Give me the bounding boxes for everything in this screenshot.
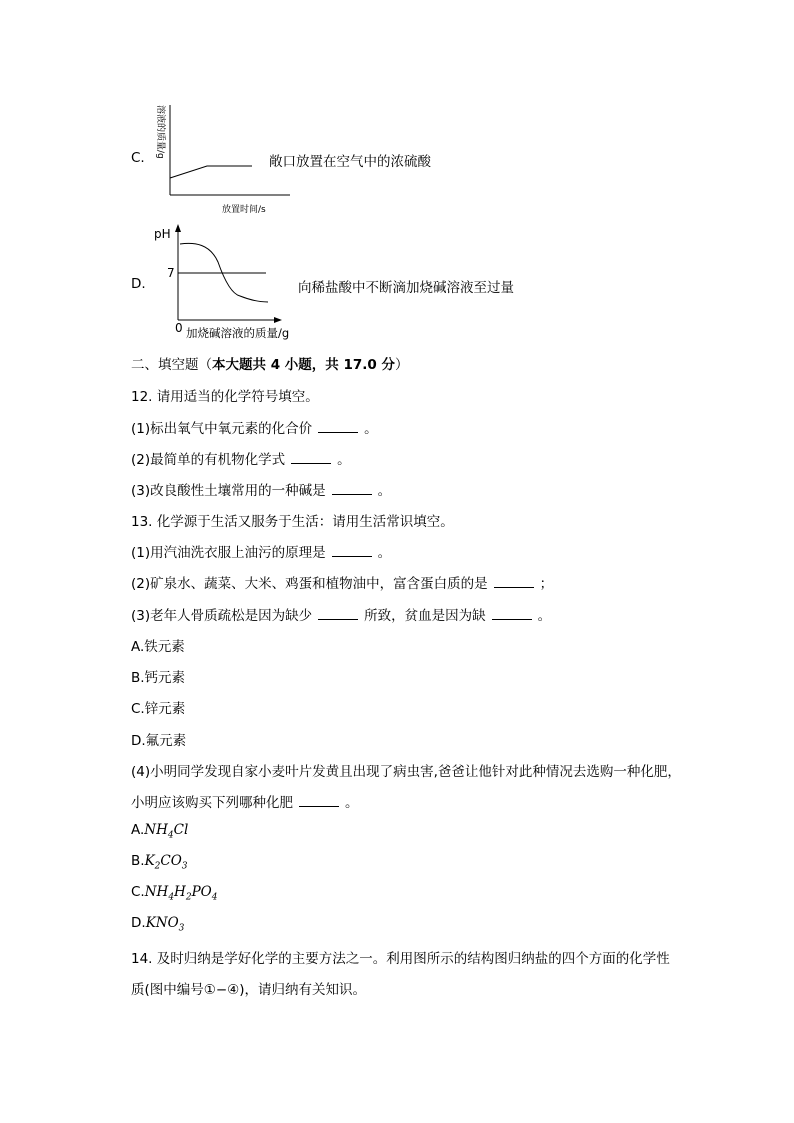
- answer-blank[interactable]: [332, 544, 372, 557]
- q13-option-a: A.铁元素: [131, 639, 185, 655]
- q14-line2: 质(图中编号①−④)，请归纳有关知识。: [131, 982, 367, 998]
- option-d-ref-label: 7: [167, 266, 175, 280]
- answer-blank[interactable]: [494, 575, 534, 588]
- q13-part2-text: (2)矿泉水、蔬菜、大米、鸡蛋和植物油中，富含蛋白质的是: [131, 576, 488, 592]
- q13-part1: [131, 541, 391, 561]
- q13-part3-end: 。: [537, 608, 552, 624]
- section-heading: [131, 353, 409, 373]
- q13-option-b: B.钙元素: [131, 670, 186, 686]
- fertilizer-option-a: [131, 822, 188, 841]
- q14-line1: 14. 及时归纳是学好化学的主要方法之一。利用图所示的结构图归纳盐的四个方面的化学性: [131, 951, 670, 967]
- q12-part1-end: 。: [364, 421, 378, 437]
- answer-blank[interactable]: [291, 451, 331, 464]
- answer-blank[interactable]: [492, 607, 532, 620]
- q13-part3: [131, 604, 551, 624]
- fertilizer-a-letter: A.: [131, 822, 145, 838]
- option-d-x-label: 加烧碱溶液的质量/g: [186, 326, 290, 340]
- q12-part1-text: (1)标出氧气中氧元素的化合价: [131, 421, 313, 437]
- fertilizer-b-letter: B.: [131, 853, 145, 869]
- q12-part2-text: (2)最简单的有机物化学式: [131, 452, 286, 468]
- formula-k2co3: $K_2CO_3$: [144, 853, 188, 872]
- q12-part2: [131, 448, 351, 468]
- option-d-graph: [150, 222, 310, 344]
- option-c-letter: C.: [131, 150, 145, 166]
- q13-part4-line1: (4)小明同学发现自家小麦叶片发黄且出现了病虫害,爸爸让他针对此种情况去选购一种化肥，: [131, 764, 681, 780]
- option-d-letter: D.: [131, 276, 146, 292]
- answer-blank[interactable]: [318, 607, 358, 620]
- answer-blank[interactable]: [299, 794, 339, 807]
- section-title-suffix: ）: [395, 357, 409, 373]
- option-c-x-label: 放置时间/s: [222, 205, 266, 215]
- q12-part3-end: 。: [377, 483, 392, 499]
- option-d-y-label: pH: [154, 227, 171, 241]
- fertilizer-d-letter: D.: [131, 915, 146, 931]
- q13-part2-end: ；: [539, 576, 554, 592]
- q12-part2-end: 。: [337, 452, 351, 468]
- q13-part1-end: 。: [377, 545, 392, 561]
- option-d-description: 向稀盐酸中不断滴加烧碱溶液至过量: [298, 280, 514, 296]
- q13-option-c: C.锌元素: [131, 701, 186, 717]
- formula-nh4h2po4: $NH_4H_2PO_4$: [144, 884, 218, 903]
- option-c-description: 敞口放置在空气中的浓硫酸: [269, 154, 431, 170]
- q12-part3: [131, 479, 391, 499]
- section-title-prefix: 二、填空题（: [131, 357, 212, 373]
- option-c-y-label: 溶液的质量/g: [155, 105, 165, 159]
- q13-stem: 13. 化学源于生活又服务于生活：请用生活常识填空。: [131, 514, 454, 530]
- fertilizer-option-b: [131, 853, 188, 872]
- q13-part4-end: 。: [345, 795, 359, 811]
- answer-blank[interactable]: [318, 420, 358, 433]
- q13-part1-text: (1)用汽油洗衣服上油污的原理是: [131, 545, 326, 561]
- q13-part2: [131, 572, 553, 592]
- q13-option-d: D.氟元素: [131, 733, 187, 749]
- q13-part3-text-a: (3)老年人骨质疏松是因为缺少: [131, 608, 313, 624]
- q13-part4-line2: [131, 791, 359, 811]
- q12-part1: [131, 417, 378, 437]
- formula-nh4cl: $NH_4Cl$: [144, 822, 189, 841]
- answer-blank[interactable]: [332, 482, 372, 495]
- option-d-origin-label: 0: [175, 321, 183, 335]
- q13-part3-text-b: 所致，贫血是因为缺: [364, 608, 486, 624]
- fertilizer-option-d: [131, 915, 184, 934]
- fertilizer-option-c: [131, 884, 217, 903]
- fertilizer-c-letter: C.: [131, 884, 145, 900]
- formula-kno3: $KNO_3$: [145, 915, 185, 934]
- q13-part4-text: 小明应该购买下列哪种化肥: [131, 795, 293, 811]
- q12-part3-text: (3)改良酸性土壤常用的一种碱是: [131, 483, 326, 499]
- section-title-bold: 本大题共 4 小题，共 17.0 分: [212, 357, 396, 373]
- q12-stem: 12. 请用适当的化学符号填空。: [131, 389, 319, 405]
